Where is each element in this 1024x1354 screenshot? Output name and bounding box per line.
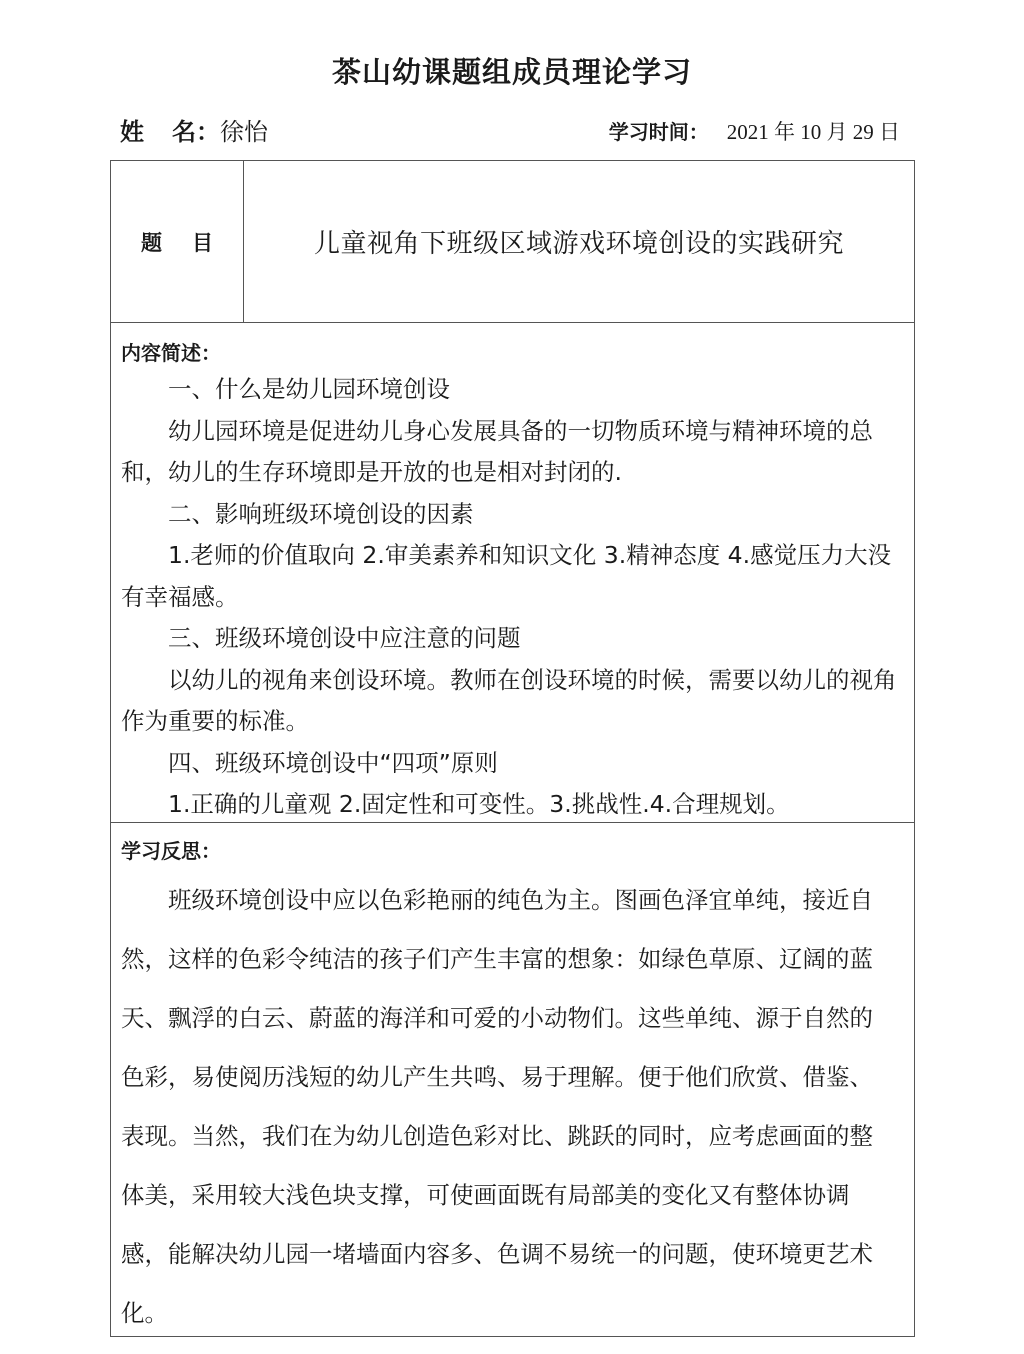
content-summary-body (121, 369, 906, 826)
name-value: 徐怡 (220, 118, 268, 146)
name-label: 姓 名： (120, 118, 220, 146)
content-paragraph: 一、什么是幼儿园环境创设 (168, 375, 450, 403)
reflection-heading: 学习反思： (121, 839, 221, 863)
study-date-value: 2021 年 10 月 29 日 (726, 120, 900, 144)
name-field (120, 112, 268, 152)
content-paragraph: 1.老师的价值取向 2.审美素养和知识文化 3.精神态度 4.感觉压力大没有幸福感。 (121, 541, 892, 611)
study-date-field (609, 112, 900, 152)
meta-row (120, 112, 900, 152)
topic-label-cell (111, 161, 244, 322)
content-summary-section (111, 323, 914, 823)
reflection-section (111, 823, 914, 1336)
reflection-body (121, 871, 892, 1343)
study-record-table (110, 160, 915, 1337)
topic-row (111, 161, 914, 323)
topic-value: 儿童视角下班级区域游戏环境创设的实践研究 (313, 229, 844, 259)
study-date-label: 学习时间： (608, 120, 709, 144)
content-paragraph: 二、影响班级环境创设的因素 (168, 499, 474, 528)
content-paragraph: 以幼儿的视角来创设环境。教师在创设环境的时候，需要以幼儿的视角作为重要的标准。 (121, 665, 897, 735)
document-title: 茶山幼课题组成员理论学习 (331, 55, 692, 89)
content-paragraph: 1.正确的儿童观 2.固定性和可变性。3.挑战性.4.合理规划。 (168, 790, 790, 818)
content-paragraph: 幼儿园环境是促进幼儿身心发展具备的一切物质环境与精神环境的总和，幼儿的生存环境即是开放的也是相对封闭的. (121, 416, 873, 486)
content-paragraph: 三、班级环境创设中应注意的问题 (168, 624, 521, 652)
content-paragraph: 四、班级环境创设中“四项”原则 (168, 748, 498, 777)
topic-label: 题目 (141, 231, 243, 255)
reflection-paragraph: 班级环境创设中应以色彩艳丽的纯色为主。图画色泽宜单纯，接近自然，这样的色彩令纯洁的孩子们产生丰富的想象：如绿色草原、辽阔的蓝天、飘浮的白云、蔚蓝的海洋和可爱的小动物们。这些单纯、源于自然的色彩，易使阅历浅短的幼儿产生共鸣、易于理解。便于他们欣赏、借鉴、表现。当然，我们在为幼儿创造色彩对比、跳跃的同时，应考虑画面的整体美，采用较大浅色块支撑，可使画面既有局部美的变化又有整体协调感，能解决幼儿园一堵墙面内容多、色调不易统一的问题，使环境更艺术化。 (121, 886, 873, 1327)
content-summary-heading: 内容简述： (121, 341, 221, 365)
